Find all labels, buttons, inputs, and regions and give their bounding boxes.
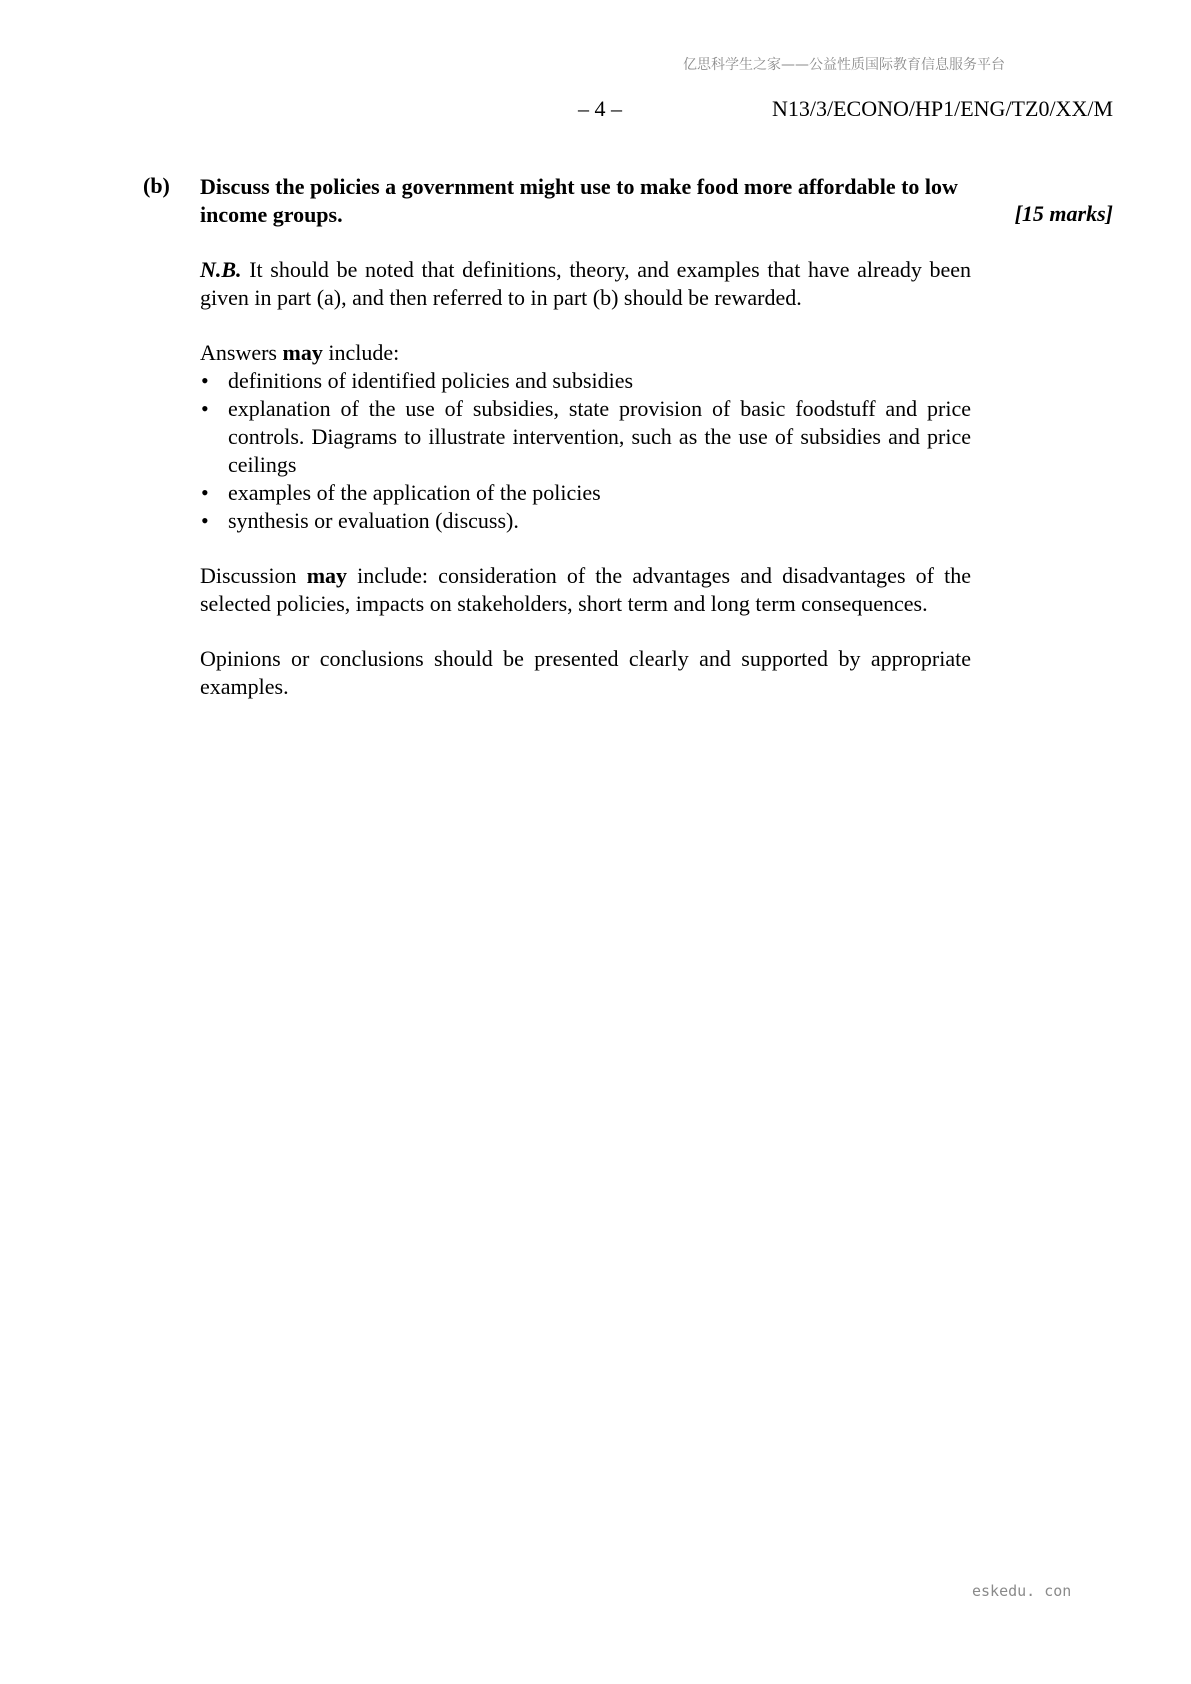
bullet-icon: • bbox=[201, 480, 209, 505]
bullet-icon: • bbox=[201, 396, 209, 421]
discussion-text-end: include: consideration of the advantages and disadvantages of the selected policies, impacts on stakeholders, short term and long term consequences. bbox=[200, 563, 971, 616]
list-item bbox=[200, 507, 971, 535]
answers-intro-emphasis: may bbox=[282, 340, 323, 365]
question-text: Discuss the policies a government might use to make food more affordable to low income groups. bbox=[200, 174, 958, 227]
watermark-top: 亿思科学生之家——公益性质国际教育信息服务平台 bbox=[683, 57, 1005, 73]
list-item bbox=[200, 367, 971, 395]
list-item-text: definitions of identified policies and subsidies bbox=[228, 368, 634, 393]
watermark-bottom: eskedu. con bbox=[972, 1582, 1072, 1600]
nb-text: It should be noted that definitions, theory, and examples that have already been given in part (a), and then referred to in part (b) should be rewarded. bbox=[200, 257, 971, 310]
page-number: – 4 – bbox=[578, 96, 622, 121]
bullet-icon: • bbox=[201, 368, 209, 393]
list-item bbox=[200, 395, 971, 479]
list-item-text: synthesis or evaluation (discuss). bbox=[228, 508, 519, 533]
list-item-text: examples of the application of the policies bbox=[228, 480, 601, 505]
list-item bbox=[200, 479, 971, 507]
discussion-text: Discussion bbox=[200, 563, 307, 588]
list-item-text: explanation of the use of subsidies, state provision of basic foodstuff and price controls. Diagrams to illustrate intervention, such as the use of subsidies and price ceilings bbox=[228, 396, 971, 477]
discussion-paragraph bbox=[200, 562, 971, 618]
question-marks: [15 marks] bbox=[1014, 201, 1113, 226]
discussion-emphasis: may bbox=[306, 563, 348, 588]
nb-paragraph bbox=[200, 256, 971, 312]
document-code: N13/3/ECONO/HP1/ENG/TZ0/XX/M bbox=[772, 96, 1113, 121]
answers-intro-text-end: include: bbox=[322, 340, 400, 365]
answers-list bbox=[200, 367, 971, 535]
question-part-label: (b) bbox=[143, 173, 170, 198]
markscheme-content bbox=[200, 256, 971, 701]
answers-intro-text: Answers bbox=[200, 340, 283, 365]
nb-lead: N.B. bbox=[200, 257, 242, 282]
answers-intro bbox=[200, 339, 971, 367]
opinions-paragraph: Opinions or conclusions should be presented clearly and supported by appropriate examples. bbox=[200, 646, 971, 699]
bullet-icon: • bbox=[201, 508, 209, 533]
